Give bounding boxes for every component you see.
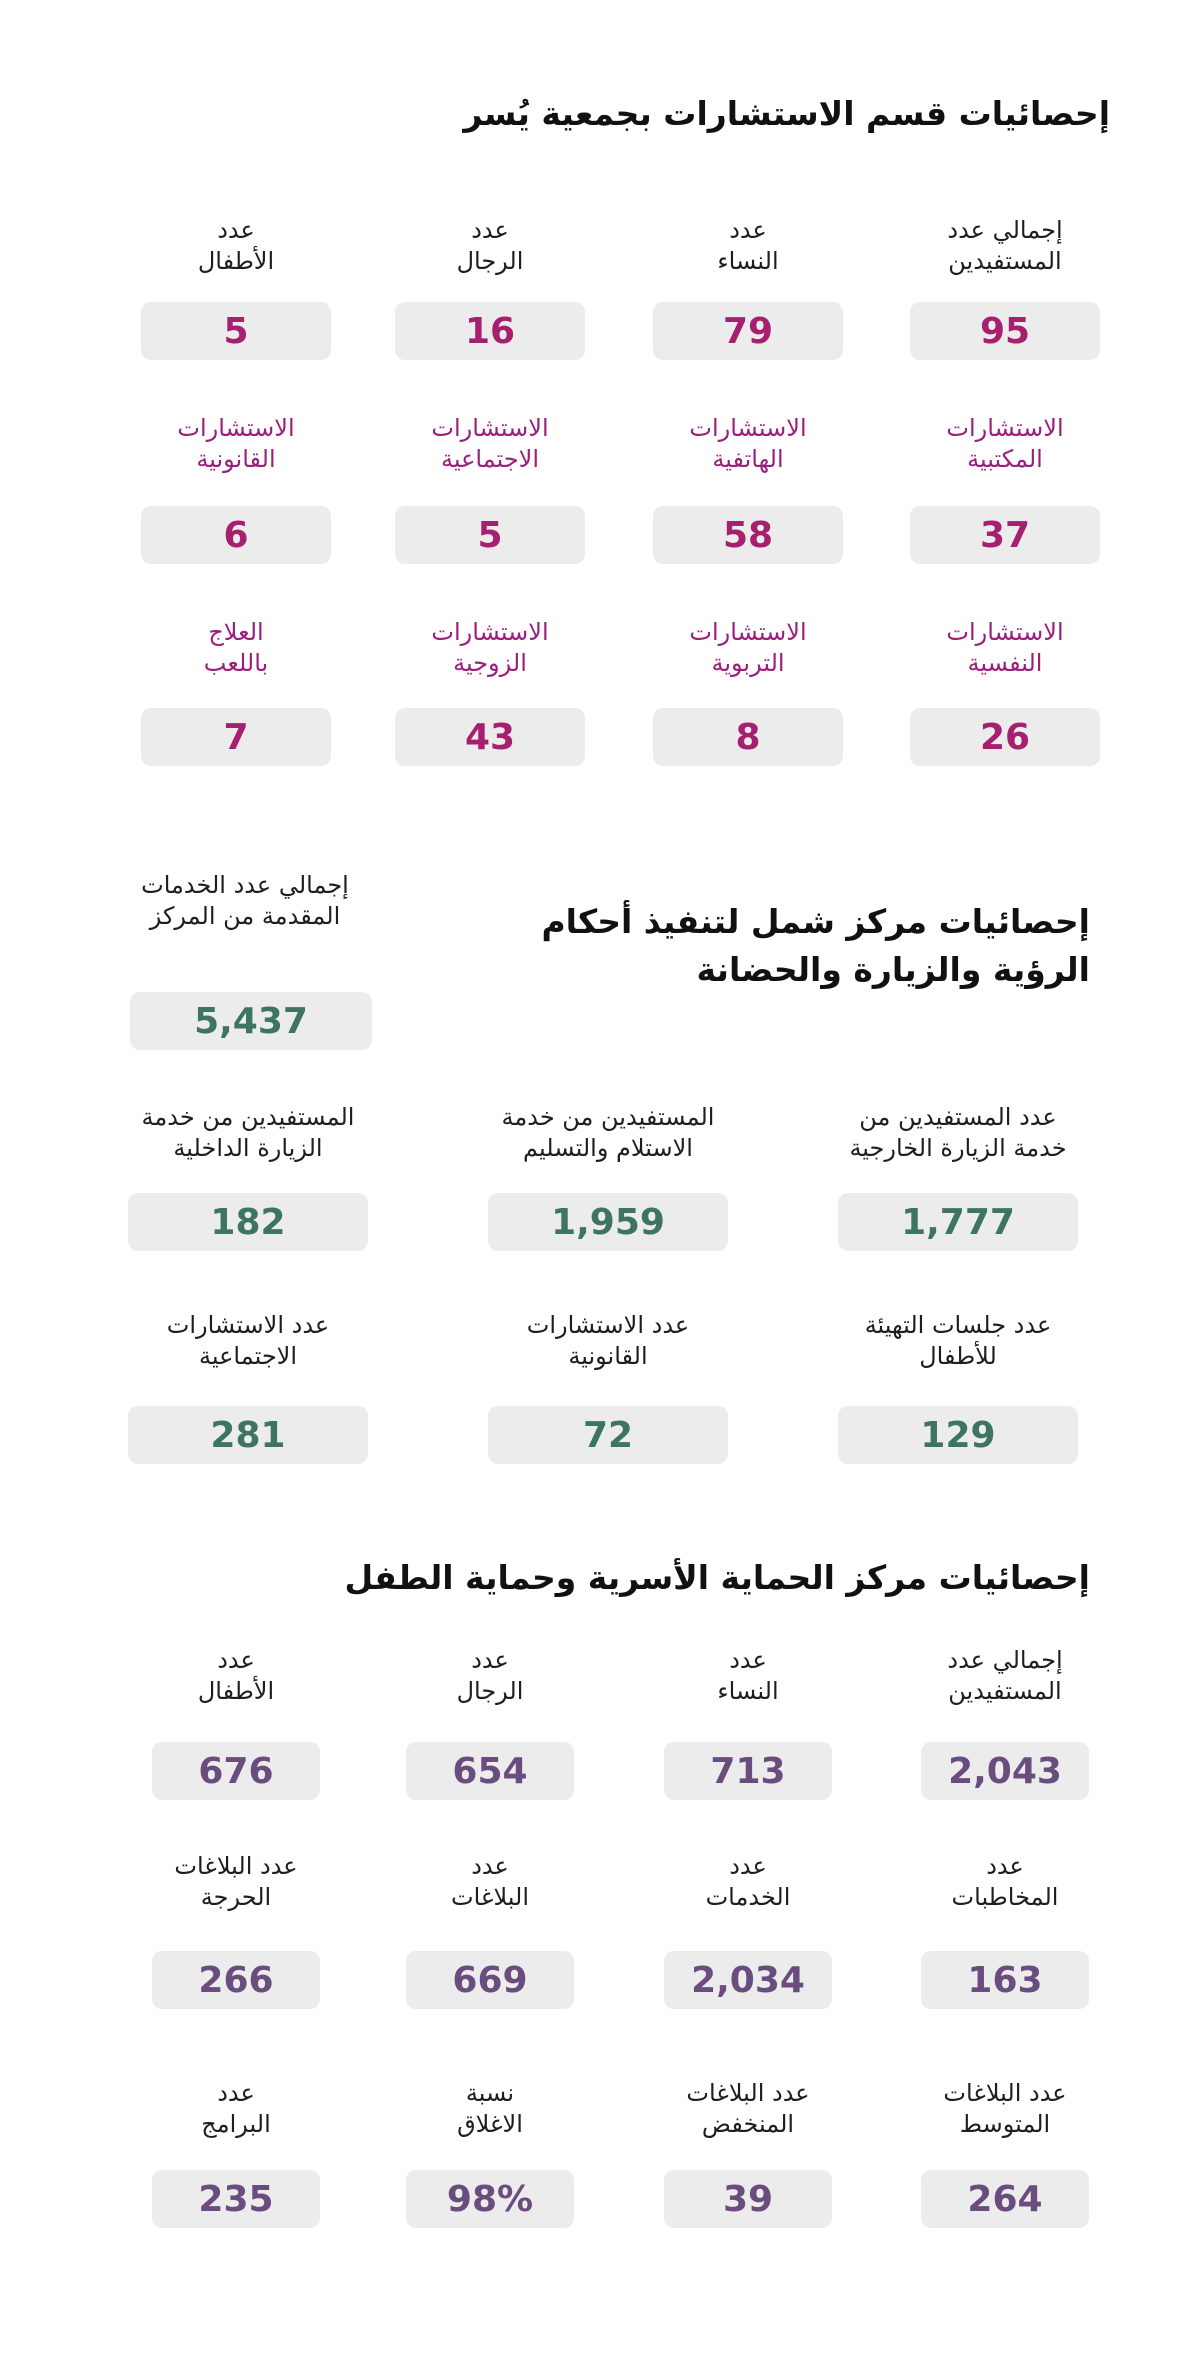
shamel-stat-label: عدد المستفيدين من خدمة الزيارة الخارجية <box>849 1103 1067 1163</box>
shamel-stat-value: 1,959 <box>488 1193 728 1251</box>
yusr-stat-label: الاستشارات الاجتماعية <box>431 414 549 474</box>
shamel-title: إحصائيات مركز شمل لتنفيذ أحكام الرؤية والزيارة والحضانة <box>541 902 1090 989</box>
yusr-stat-value: 16 <box>395 302 585 360</box>
yusr-stat-value: 79 <box>653 302 843 360</box>
protection-stat-value: 654 <box>406 1742 574 1800</box>
protection-stat-label: عدد البلاغات <box>451 1852 529 1912</box>
shamel-stat-label: عدد الاستشارات الاجتماعية <box>166 1311 330 1371</box>
protection-stat-value: 264 <box>921 2170 1089 2228</box>
protection-stat-label: عدد البلاغات الحرجة <box>174 1852 298 1912</box>
yusr-stat-value: 6 <box>141 506 331 564</box>
protection-stat-label: عدد الأطفال <box>197 1646 275 1706</box>
protection-stat-value: 2,043 <box>921 1742 1089 1800</box>
yusr-stat-label: العلاج باللعب <box>203 618 269 678</box>
protection-stat-label: عدد النساء <box>717 1646 779 1706</box>
shamel-stat-value: 72 <box>488 1406 728 1464</box>
protection-stat-value: 669 <box>406 1951 574 2009</box>
yusr-stat-label: عدد الأطفال <box>197 216 275 276</box>
protection-stat-label: عدد البلاغات المنخفض <box>686 2079 810 2139</box>
yusr-stat-label: إجمالي عدد المستفيدين <box>947 216 1063 276</box>
protection-stat-label: عدد المخاطبات <box>951 1852 1059 1912</box>
shamel-stat-value: 1,777 <box>838 1193 1078 1251</box>
shamel-stat-label: عدد الاستشارات القانونية <box>526 1311 690 1371</box>
protection-stat-value: 266 <box>152 1951 320 2009</box>
shamel-total-label: إجمالي عدد الخدمات المقدمة من المركز <box>141 871 349 931</box>
yusr-stat-label: الاستشارات المكتبية <box>946 414 1064 474</box>
yusr-stat-value: 8 <box>653 708 843 766</box>
protection-stat-value: 235 <box>152 2170 320 2228</box>
yusr-stat-value: 26 <box>910 708 1100 766</box>
shamel-stat-value: 182 <box>128 1193 368 1251</box>
yusr-stat-value: 95 <box>910 302 1100 360</box>
shamel-stat-label: المستفيدين من خدمة الزيارة الداخلية <box>141 1103 355 1163</box>
protection-stat-label: عدد الخدمات <box>705 1852 791 1912</box>
yusr-title: إحصائيات قسم الاستشارات بجمعية يُسر <box>463 94 1110 133</box>
yusr-stat-label: الاستشارات الزوجية <box>431 618 549 678</box>
protection-stat-value: 98% <box>406 2170 574 2228</box>
protection-title: إحصائيات مركز الحماية الأسرية وحماية الطفل <box>344 1558 1090 1597</box>
shamel-total-value: 5,437 <box>130 992 372 1050</box>
yusr-stat-value: 7 <box>141 708 331 766</box>
protection-stat-value: 2,034 <box>664 1951 832 2009</box>
yusr-stat-label: الاستشارات الهاتفية <box>689 414 807 474</box>
protection-stat-value: 163 <box>921 1951 1089 2009</box>
protection-stat-label: نسبة الاغلاق <box>457 2079 523 2139</box>
yusr-stat-value: 58 <box>653 506 843 564</box>
shamel-stat-value: 281 <box>128 1406 368 1464</box>
protection-stat-label: عدد البرامج <box>201 2079 271 2139</box>
shamel-stat-label: عدد جلسات التهيئة للأطفال <box>864 1311 1052 1371</box>
protection-stat-value: 713 <box>664 1742 832 1800</box>
yusr-stat-label: عدد الرجال <box>456 216 524 276</box>
yusr-stat-label: الاستشارات التربوية <box>689 618 807 678</box>
protection-stat-label: إجمالي عدد المستفيدين <box>947 1646 1063 1706</box>
shamel-stat-value: 129 <box>838 1406 1078 1464</box>
shamel-stat-label: المستفيدين من خدمة الاستلام والتسليم <box>501 1103 715 1163</box>
yusr-stat-value: 5 <box>141 302 331 360</box>
protection-stat-value: 39 <box>664 2170 832 2228</box>
protection-stat-value: 676 <box>152 1742 320 1800</box>
yusr-stat-label: الاستشارات القانونية <box>177 414 295 474</box>
yusr-stat-label: الاستشارات النفسية <box>946 618 1064 678</box>
yusr-stat-label: عدد النساء <box>717 216 779 276</box>
yusr-stat-value: 43 <box>395 708 585 766</box>
yusr-stat-value: 37 <box>910 506 1100 564</box>
protection-stat-label: عدد البلاغات المتوسط <box>943 2079 1067 2139</box>
yusr-stat-value: 5 <box>395 506 585 564</box>
protection-stat-label: عدد الرجال <box>456 1646 524 1706</box>
